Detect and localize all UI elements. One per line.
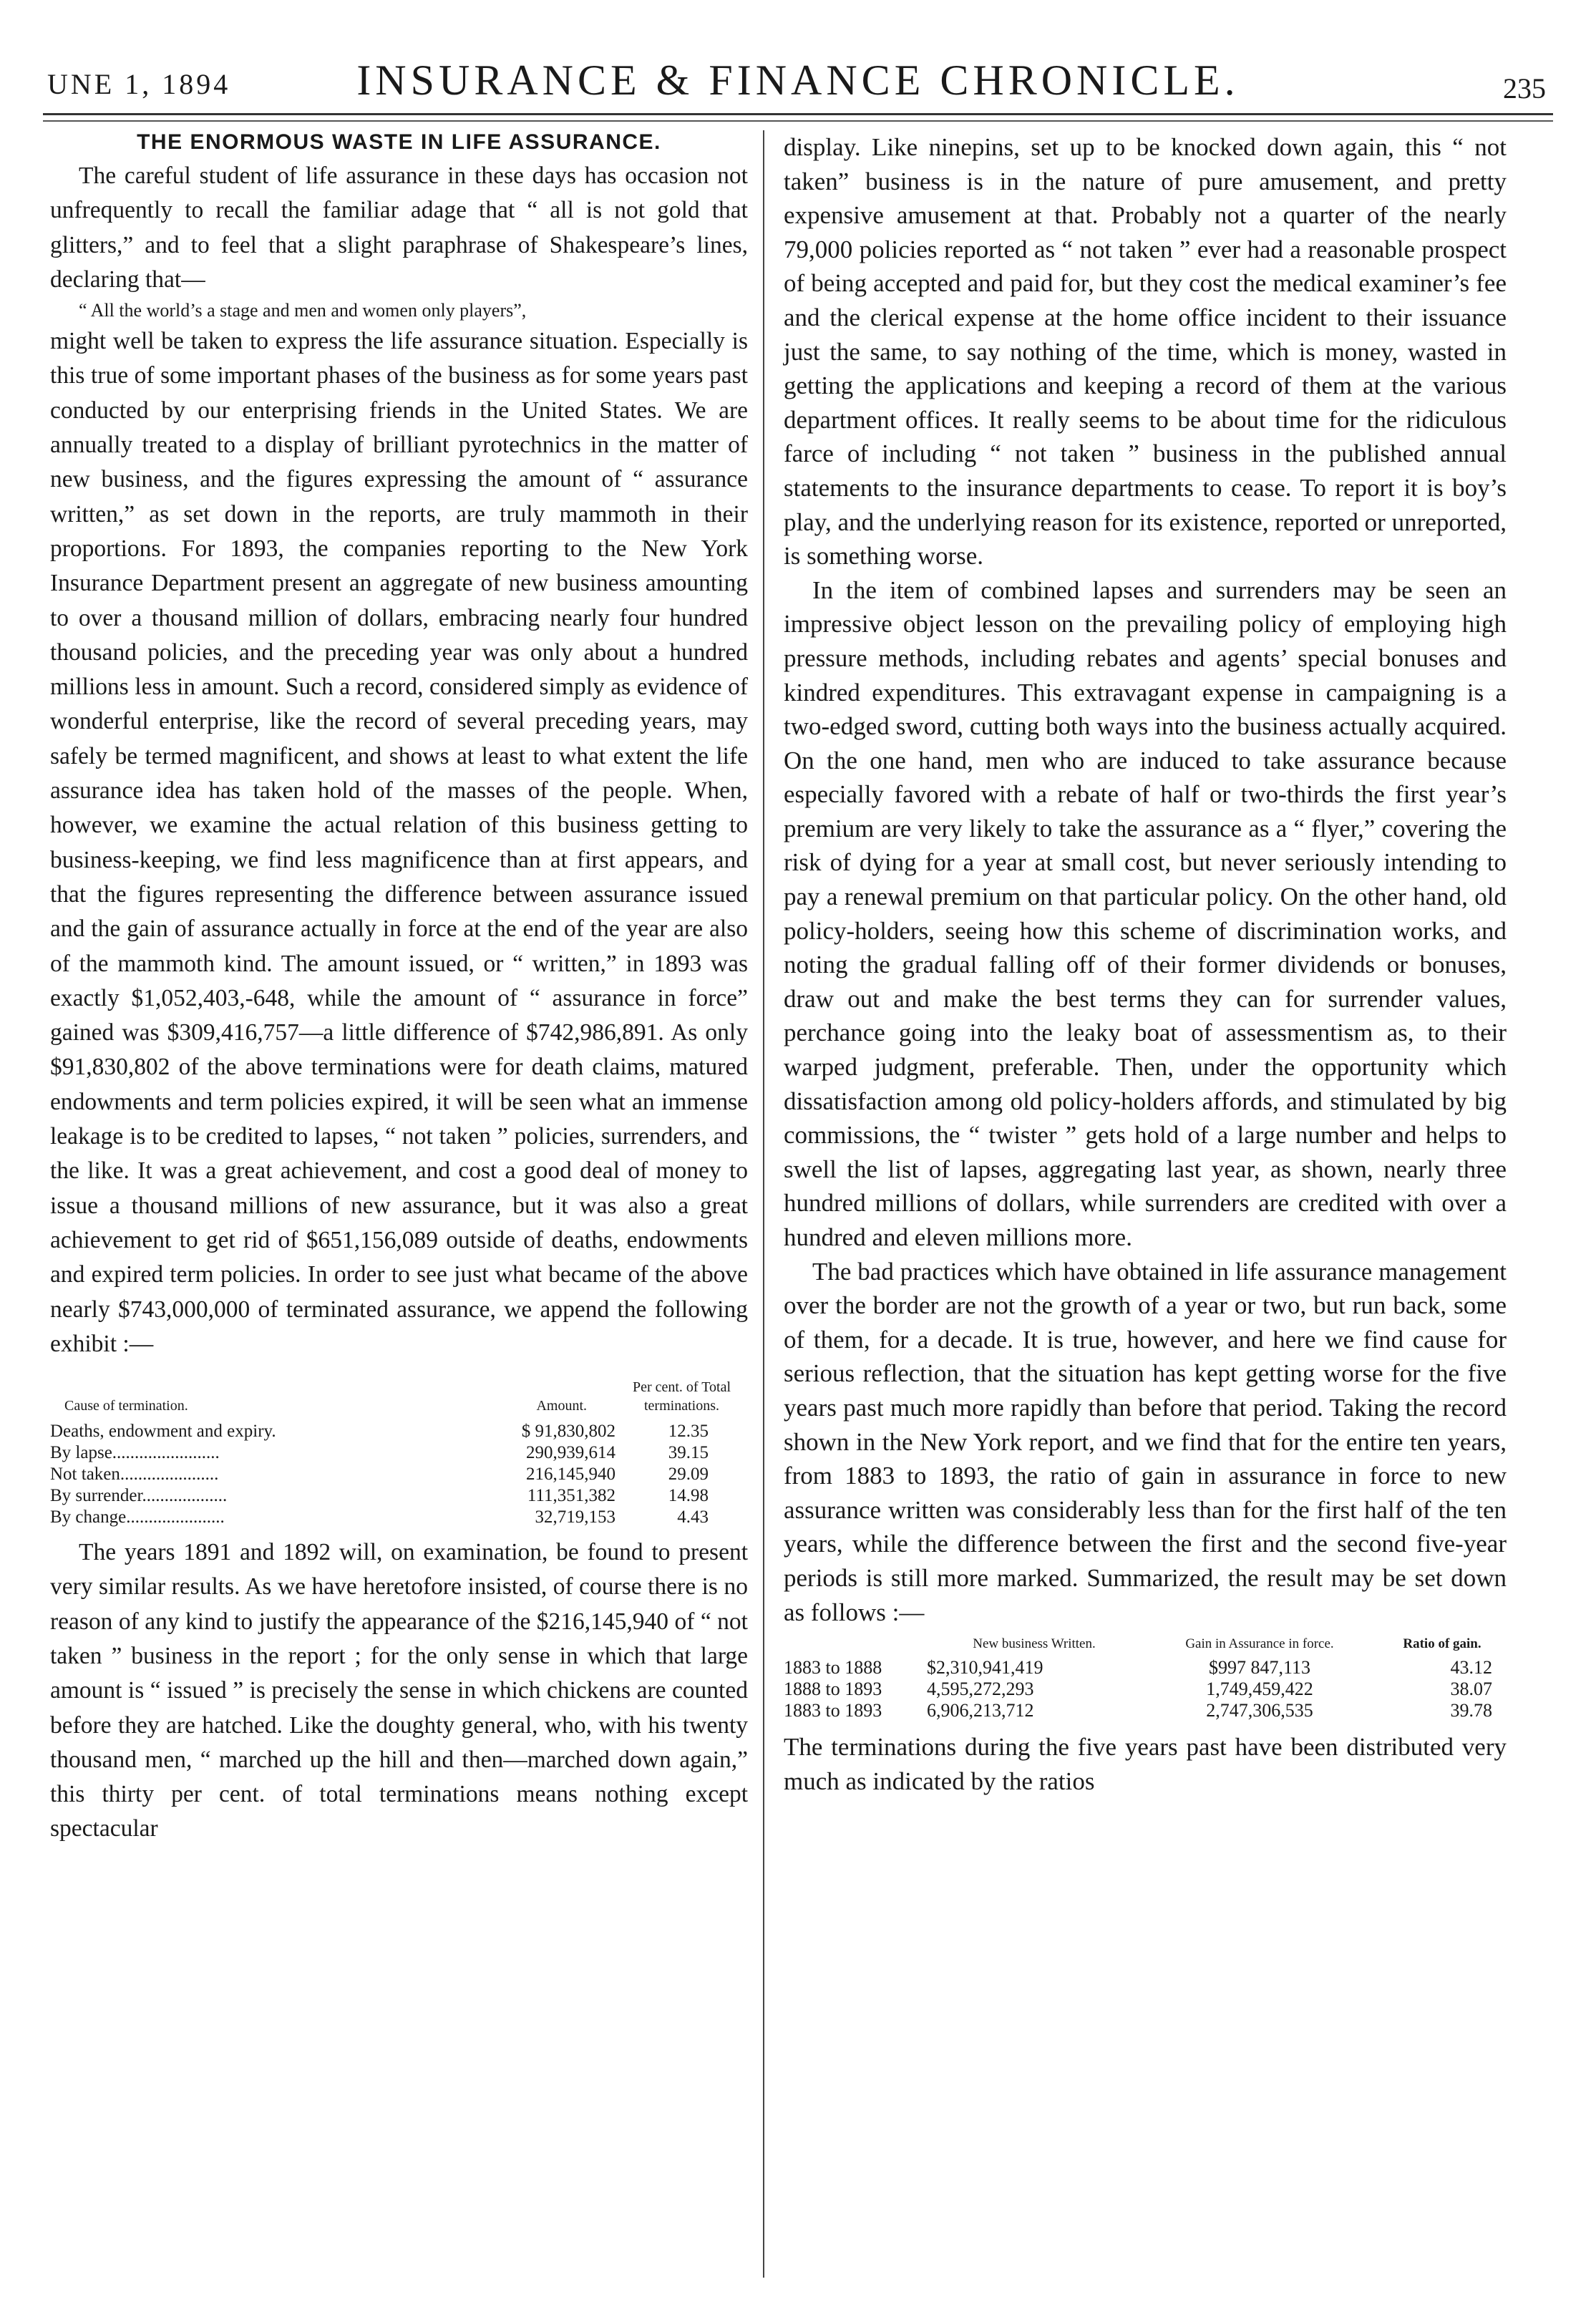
column-header: Ratio of gain. <box>1403 1636 1481 1652</box>
paragraph: display. Like ninepins, set up to be knocked down again, this “ not taken” business is in the nature of pure amusement, and pretty expensive amusement at that. Probably not a quarter of the nearly 79,000 policies reported as “ not taken ” ever had a reasonable prospect of being accepted and paid for, but they cost the medical examiner’s fee and the clerical expense at the home office incident to their issuance just the same, to say nothing of the time, which is money, wasted in getting the applications and keeping a record of them at the various department offices. It really seems to be about time for the ridiculous farce of including “ not taken ” business in the published annual statements to the insurance departments to cease. To report it is boy’s play, and the underlying reason for its existence, reported or unreported, is something worse. <box>784 133 1507 570</box>
cause-cell: Not taken...................... <box>50 1464 219 1485</box>
ratio-cell: 43.12 <box>1450 1657 1492 1679</box>
cause-cell: By lapse........................ <box>50 1443 220 1463</box>
table-row <box>784 1679 1507 1700</box>
amount-cell: 290,939,614 <box>526 1443 615 1463</box>
table-row <box>50 1485 748 1507</box>
period-cell: 1883 to 1893 <box>784 1700 882 1721</box>
paragraph: In the item of combined lapses and surrenders may be seen an impressive object lesson on the prevailing policy of employing high pressure methods, including rebates and agents’ special bonuses and kindred expenditures. This extravagant expense in campaigning is a two-edged sword, cutting both ways into the business actually acquired. On the one hand, men who are induced to take assurance because especially favored with a rebate of half or two-thirds the first year’s premium are very likely to take the assurance as a “ flyer,” covering the risk of dying for a year at small cost, but never seriously intending to pay a renewal premium on that particular policy. On the other hand, old policy-holders, seeing how this scheme of discrimination works, and noting the gradual falling off of their former dividends or bonuses, draw out and make the best terms they can for surrender values, perchance going into the leaky boat of assessmentism as, to their warped judgment, preferable. Then, under the opportunity which dissatisfaction among old policy-holders affords, and stimulated by big commissions, the “ twister ” gets hold of a large number and helps to swell the list of lapses, aggregating last year, as shown, nearly three hundred millions of dollars, while surrenders are credited with over a hundred and eleven millions more. <box>784 575 1507 1251</box>
cause-cell: By change...................... <box>50 1507 225 1527</box>
header-rule-bottom <box>43 120 1553 122</box>
table-row <box>50 1464 748 1485</box>
summary-table <box>784 1635 1507 1721</box>
gain-cell: $997 847,113 <box>1208 1657 1311 1679</box>
column-divider <box>763 130 764 2278</box>
gain-cell: 1,749,459,422 <box>1206 1679 1313 1700</box>
paragraph: The years 1891 and 1892 will, on examination, be found to present very similar results. As we have heretofore insisted, of course there is no reason of any kind to justify the appearance of the $216,145,940 of “ not taken ” business in the report ; for the only sense in which that large amount is “ issued ” is precisely the sense in which chickens are counted before they are hatched. Like the doughty general, who, with his twenty thousand men, “ marched up the hill and then—marched down again,” this thirty per cent. of total terminations means nothing except spectacular <box>50 1539 748 1842</box>
header-rule-top <box>43 113 1553 115</box>
column-header: Amount. <box>536 1398 587 1414</box>
left-column <box>50 130 748 1847</box>
gain-cell: 2,747,306,535 <box>1206 1700 1313 1721</box>
column-header: Cause of termination. <box>64 1398 188 1414</box>
page-number: 235 <box>1503 72 1546 105</box>
paragraph: The terminations during the five years past have been distributed very much as indicated by the ratios <box>784 1733 1507 1795</box>
percent-cell: 39.15 <box>668 1443 709 1463</box>
amount-cell: $ 91,830,802 <box>521 1422 615 1442</box>
table-row <box>50 1421 748 1442</box>
written-cell: 6,906,213,712 <box>927 1700 1034 1721</box>
table-row <box>50 1442 748 1464</box>
paragraph: might well be taken to express the life assurance situation. Especially is this true of some important phases of the business as for some years past conducted by our enterprising friends in the United States. We are annually treated to a display of brilliant pyrotechnics in the matter of new business, and the figures expressing the amount of “ assurance written,” as set down in the reports, are truly mammoth in their proportions. For 1893, the companies reporting to the New York Insurance Department present an aggregate of new business amounting to over a thousand million of dollars, embracing nearly four hundred thousand policies, and the preceding year was only about a hundred millions less in amount. Such a record, considered simply as evidence of wonderful enterprise, like the record of several preceding years, may safely be termed magnificent, and shows at least to what extent the life assurance idea has taken hold of the masses of the people. When, however, we examine the actual relation of this business getting to business-keeping, we find less magnificence than at first appears, and that the figures representing the difference between assurance issued and the gain of assurance actually in force at the end of the year are also of the mammoth kind. The amount issued, or “ written,” in 1893 was exactly $1,052,403,-648, while the amount of “ assurance in force” gained was $309,416,757—a little difference of $742,986,891. As only $91,830,802 of the above terminations were for death claims, matured endowments and term policies expired, it will be seen what an immense leakage is to be credited to lapses, “ not taken ” policies, surrenders, and the like. It was a great achievement, and cost a good deal of money to issue a thousand millions of new assurance, but it was also a great achievement to get rid of $651,156,089 outside of deaths, endowments and expired term policies. In order to see just what became of the above nearly $743,000,000 of terminated assurance, we append the following exhibit :— <box>50 328 748 1357</box>
percent-cell: 4.43 <box>677 1507 709 1527</box>
table-row <box>784 1700 1507 1721</box>
percent-cell: 12.35 <box>668 1422 709 1442</box>
ratio-cell: 39.78 <box>1450 1700 1492 1721</box>
percent-cell: 29.09 <box>668 1464 709 1485</box>
paragraph: The bad practices which have obtained in life assurance management over the border are not the growth of a year or two, but run back, some of them, for a decade. It is true, however, and here we find cause for serious reflection, that the situation has kept getting worse for the five years past much more rapidly than before that period. Taking the record shown in the New York report, and we find that for the entire ten years, from 1883 to 1893, the ratio of gain in assurance in force to new assurance written was considerably less than for the first half of the ten years, while the difference between the first and the second five-year periods is still more marked. Summarized, the result may be set down as follows :— <box>784 1257 1507 1626</box>
column-header: Per cent. of Total terminations. <box>632 1379 731 1414</box>
terminations-table <box>50 1377 748 1528</box>
written-cell: $2,310,941,419 <box>927 1657 1043 1679</box>
issue-date: UNE 1, 1894 <box>47 68 231 100</box>
period-cell: 1883 to 1888 <box>784 1657 882 1679</box>
journal-title: INSURANCE & FINANCE CHRONICLE. <box>356 57 1240 104</box>
amount-cell: 32,719,153 <box>535 1507 615 1527</box>
column-header: New business Written. <box>973 1636 1096 1652</box>
column-header: Gain in Assurance in force. <box>1185 1636 1334 1652</box>
amount-cell: 216,145,940 <box>526 1464 615 1485</box>
written-cell: 4,595,272,293 <box>927 1679 1034 1700</box>
amount-cell: 111,351,382 <box>527 1486 615 1506</box>
cause-cell: By surrender................... <box>50 1486 228 1506</box>
shakespeare-quote: “ All the world’s a stage and men and women only players”, <box>79 300 527 321</box>
table-row <box>50 1507 748 1528</box>
period-cell: 1888 to 1893 <box>784 1679 882 1700</box>
paragraph: The careful student of life assurance in these days has occasion not unfrequently to recall the familiar adage that “ all is not gold that glitters,” and to feel that a slight paraphrase of Shakespeare’s lines, declaring that— <box>50 162 748 293</box>
table-row <box>784 1657 1507 1679</box>
right-column <box>784 130 1507 1798</box>
cause-cell: Deaths, endowment and expiry. <box>50 1422 276 1442</box>
page-header <box>43 56 1553 106</box>
percent-cell: 14.98 <box>668 1486 709 1506</box>
ratio-cell: 38.07 <box>1450 1679 1492 1700</box>
article-title: THE ENORMOUS WASTE IN LIFE ASSURANCE. <box>137 130 661 154</box>
